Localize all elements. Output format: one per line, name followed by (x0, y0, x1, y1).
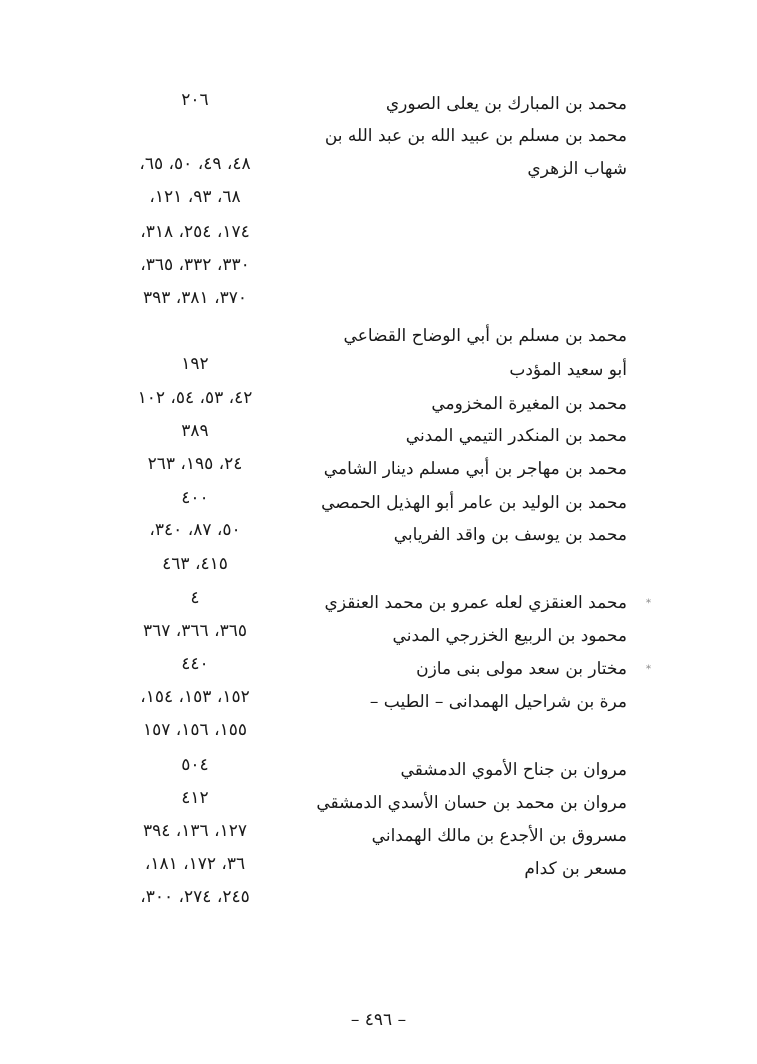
entry-name: محمود بن الربيع الخزرجي المدني (392, 626, 627, 646)
entry-pages: ٤٤٠ (181, 654, 209, 674)
entry-pages: ١٧٤، ٢٥٤، ٣١٨، (140, 222, 250, 242)
entry-pages: ١٥٥، ١٥٦، ١٥٧ (143, 720, 247, 740)
entry-pages: ٣٨٩ (181, 421, 209, 441)
entry-name: محمد بن الوليد بن عامر أبو الهذيل الحمصي (321, 493, 627, 513)
entry-name: محمد العنقزي لعله عمرو بن محمد العنقزي (324, 593, 627, 613)
entry-pages: ٦٨، ٩٣، ١٢١، (149, 187, 241, 207)
entry-pages: ٣٦٥، ٣٦٦، ٣٦٧ (143, 621, 247, 641)
entry-pages: ٣٣٠، ٣٣٢، ٣٦٥، (140, 255, 250, 275)
entry-name: مروان بن جناح الأموي الدمشقي (400, 760, 627, 780)
entry-pages: ٣٦، ١٧٢، ١٨١، (144, 854, 246, 874)
entry-pages: ٤ (190, 588, 200, 608)
entry-name: محمد بن المنكدر التيمي المدني (405, 426, 627, 446)
entry-pages: ٤١٥، ٤٦٣ (162, 554, 228, 574)
entry-name: محمد بن مسلم بن عبيد الله بن عبد الله بن (324, 126, 627, 146)
entry-pages: ٢٤٥، ٢٧٤، ٣٠٠، (140, 887, 250, 907)
asterisk-mark: * (646, 598, 651, 609)
entry-pages: ٣٧٠، ٣٨١، ٣٩٣ (143, 288, 247, 308)
entry-name: شهاب الزهري (527, 159, 627, 179)
entry-name: مسعر بن كدام (524, 859, 627, 879)
entry-name: مرة بن شراحيل الهمدانى – الطيب – (369, 692, 627, 712)
entry-pages: ٤٨، ٤٩، ٥٠، ٦٥، (139, 154, 251, 174)
entry-pages: ٢٤، ١٩٥، ٢٦٣ (147, 454, 243, 474)
entry-name: محمد بن المبارك بن يعلى الصوري (385, 94, 627, 114)
entry-pages: ١٢٧، ١٣٦، ٣٩٤ (143, 821, 247, 841)
entry-name: محمد بن يوسف بن واقد الفريابي (393, 525, 627, 545)
entry-pages: ٤٢، ٥٣، ٥٤، ١٠٢ (137, 388, 253, 408)
entry-pages: ٤٠٠ (181, 488, 209, 508)
entry-name: محمد بن مسلم بن أبي الوضاح القضاعي (343, 326, 627, 346)
entry-pages: ١٩٢ (181, 354, 209, 374)
entry-pages: ٥٠، ٨٧، ٣٤٠، (149, 520, 241, 540)
asterisk-mark: * (646, 664, 651, 675)
entry-name: أبو سعيد المؤدب (509, 360, 627, 380)
entry-name: مروان بن محمد بن حسان الأسدي الدمشقي (316, 793, 627, 813)
entry-pages: ٥٠٤ (181, 755, 209, 775)
entry-pages: ٤١٢ (181, 788, 209, 808)
entry-pages: ٢٠٦ (181, 90, 209, 110)
page-number: – ٤٩٦ – (350, 1010, 407, 1030)
entry-name: محمد بن مهاجر بن أبي مسلم دينار الشامي (323, 459, 627, 479)
entry-name: مختار بن سعد مولى بنى مازن (416, 659, 627, 679)
entry-pages: ١٥٢، ١٥٣، ١٥٤، (140, 687, 250, 707)
entry-name: مسروق بن الأجدع بن مالك الهمداني (371, 826, 627, 846)
entry-name: محمد بن المغيرة المخزومي (431, 394, 627, 414)
